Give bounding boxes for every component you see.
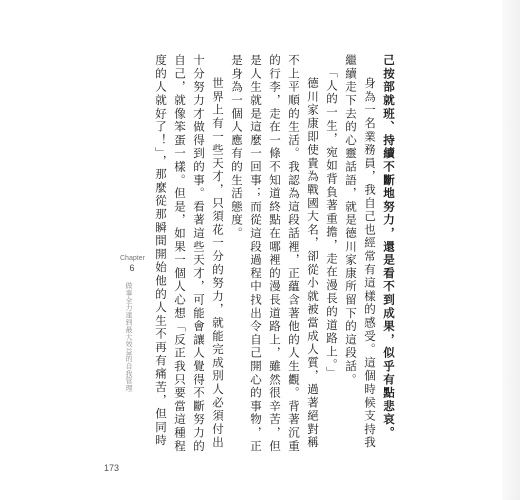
paragraph-2: 身為一名業務員，我自己也經常有這樣的感受。這個時候支持我繼續走下去的心靈話語，就是德川家康所留下的這段話。 bbox=[344, 54, 377, 450]
chapter-marker bbox=[120, 255, 144, 273]
chapter-title: 做事全力達到最大效益的自我管理 bbox=[125, 282, 133, 392]
paragraph-1: 己按部就班、持續不斷地努力，還是看不到成果，似乎有點悲哀。 bbox=[382, 54, 396, 440]
quote-paragraph: 「人的一生，宛如背負著重擔，走在漫長的道路上。」 bbox=[325, 66, 339, 380]
page-edge bbox=[502, 0, 520, 500]
chapter-number: 6 bbox=[129, 263, 135, 273]
chapter-label: Chapter bbox=[120, 255, 145, 262]
paragraph-5: 世界上有一些天才，只須花一分的努力，就能完成別人必須付出十分努力才做得到的事。看著這些天才，可能會讓人覺得不斷努力的自己，就像笨蛋一樣。但是，如果一個人心想「反正我只要當這種程度的人就好了！」，那麼從那瞬間開始他的人生不再有痛苦，但同時 bbox=[154, 54, 225, 453]
paragraph-4: 德川家康即使貴為戰國大名，卻從小就被當成人質，過著絕對稱不上平順的生活。我認為這段話裡，正蘊含著他的人生觀。背著沉重的行李，走在一條不知道終點在哪裡的漫長道路上，雖然很辛苦，但是人生就是這麼一回事；而從這段過程中找出令自己開心的事物，正是身為一個人應有的生活態度。 bbox=[230, 54, 320, 453]
body-text bbox=[148, 54, 398, 454]
page-number: 173 bbox=[104, 463, 120, 473]
